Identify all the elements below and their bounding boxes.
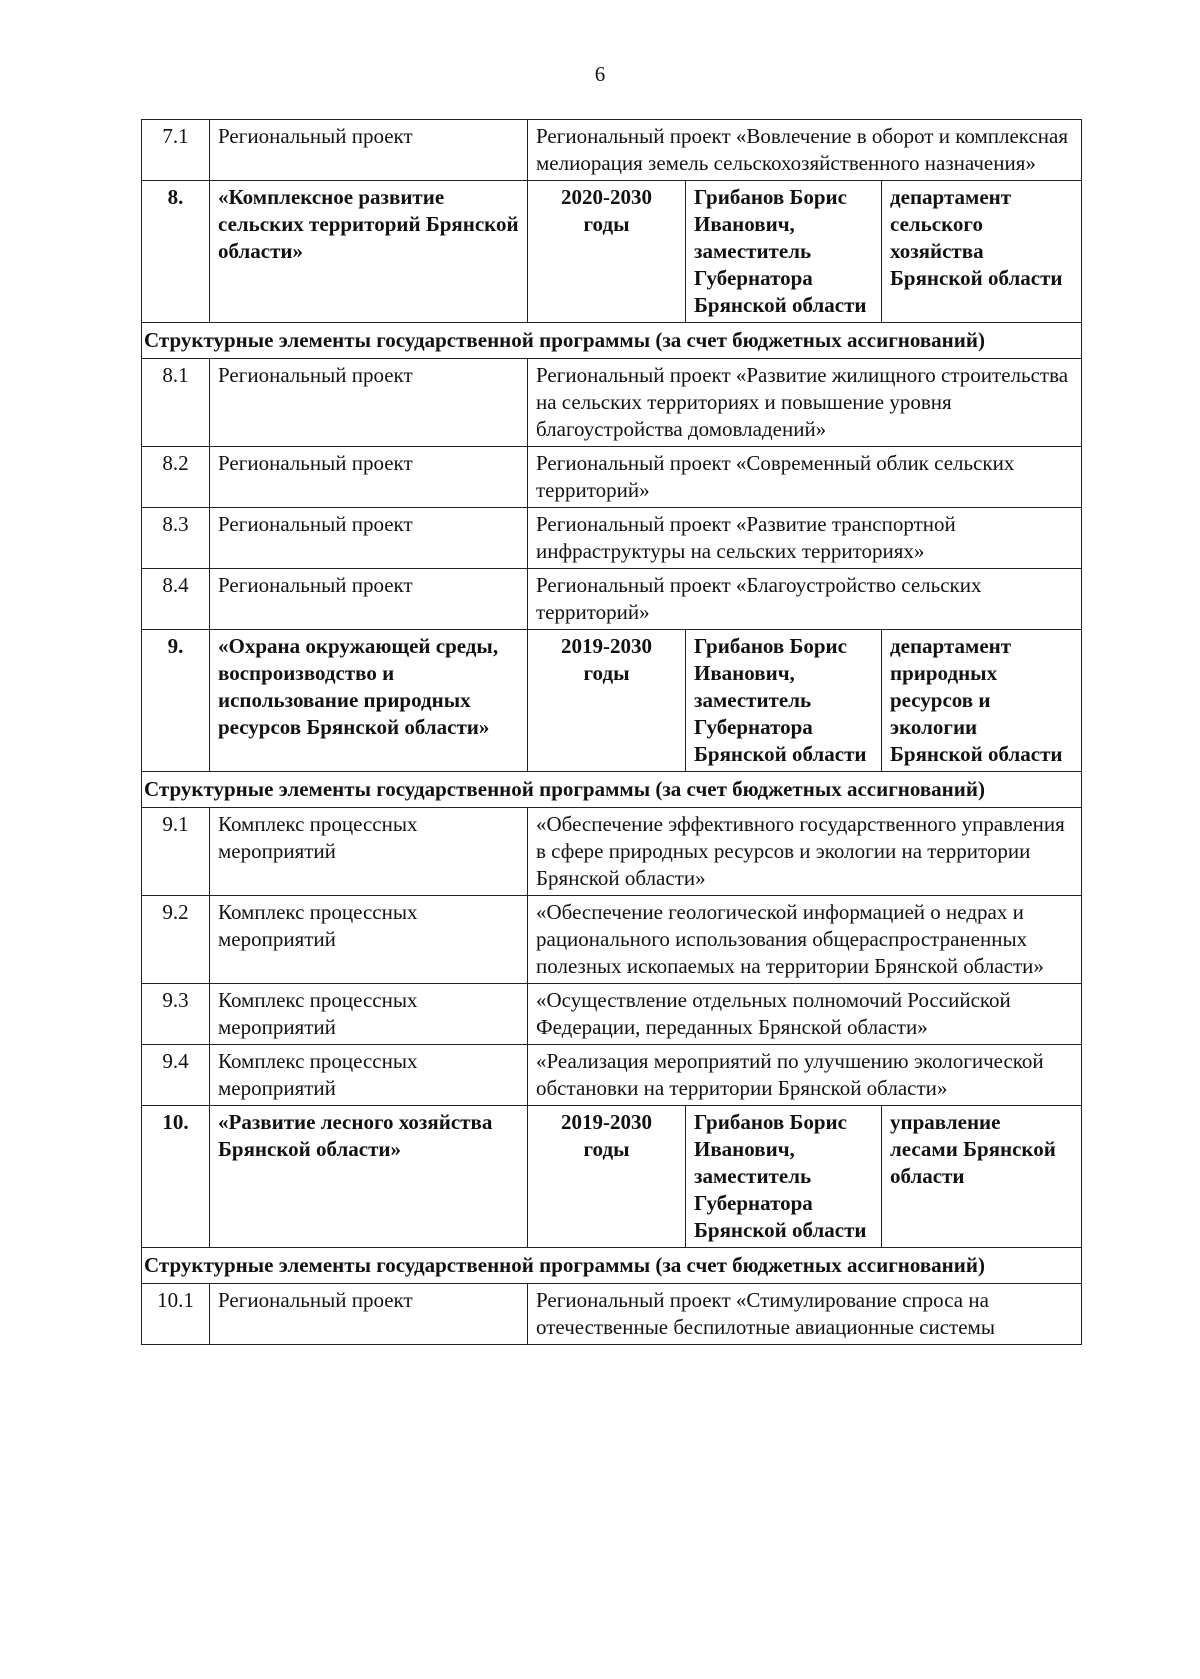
item-kind: Комплекс процессных мероприятий (210, 896, 528, 984)
item-name: «Обеспечение геологической информацией о недрах и рационального использования общераспространенных полезных ископаемых на территории Брянской области» (528, 896, 1082, 984)
item-number: 8.2 (142, 447, 210, 508)
program-executor: департамент сельского хозяйства Брянской области (882, 181, 1082, 323)
program-period: 2019-2030 годы (528, 1106, 686, 1248)
item-name: Региональный проект «Современный облик сельских территорий» (528, 447, 1082, 508)
item-row (142, 120, 1082, 181)
item-row (142, 896, 1082, 984)
item-name: Региональный проект «Развитие транспортной инфраструктуры на сельских территориях» (528, 508, 1082, 569)
item-kind: Региональный проект (210, 569, 528, 630)
item-row (142, 508, 1082, 569)
program-number: 8. (142, 181, 210, 323)
item-name: Региональный проект «Развитие жилищного строительства на сельских территориях и повышение уровня благоустройства домовладений» (528, 359, 1082, 447)
item-row (142, 1284, 1082, 1345)
program-title: «Комплексное развитие сельских территорий Брянской области» (210, 181, 528, 323)
program-row (142, 630, 1082, 772)
item-number: 7.1 (142, 120, 210, 181)
item-number: 8.3 (142, 508, 210, 569)
program-number: 10. (142, 1106, 210, 1248)
program-period: 2019-2030 годы (528, 630, 686, 772)
section-header-row (142, 772, 1082, 808)
item-name: «Обеспечение эффективного государственного управления в сфере природных ресурсов и экологии на территории Брянской области» (528, 808, 1082, 896)
item-number: 8.4 (142, 569, 210, 630)
item-row (142, 359, 1082, 447)
item-name: Региональный проект «Стимулирование спроса на отечественные беспилотные авиационные системы (528, 1284, 1082, 1345)
program-title: «Развитие лесного хозяйства Брянской области» (210, 1106, 528, 1248)
section-header-row (142, 323, 1082, 359)
item-kind: Региональный проект (210, 447, 528, 508)
item-row (142, 808, 1082, 896)
item-row (142, 447, 1082, 508)
item-name: Региональный проект «Вовлечение в оборот и комплексная мелиорация земель сельскохозяйственного назначения» (528, 120, 1082, 181)
item-number: 9.4 (142, 1045, 210, 1106)
program-period: 2020-2030 годы (528, 181, 686, 323)
program-executor: управление лесами Брянской области (882, 1106, 1082, 1248)
program-row (142, 1106, 1082, 1248)
item-kind: Региональный проект (210, 508, 528, 569)
item-number: 9.1 (142, 808, 210, 896)
item-name: Региональный проект «Благоустройство сельских территорий» (528, 569, 1082, 630)
item-row (142, 569, 1082, 630)
program-number: 9. (142, 630, 210, 772)
program-responsible: Грибанов Борис Иванович, заместитель Губернатора Брянской области (686, 1106, 882, 1248)
program-table (141, 119, 1082, 1345)
section-header: Структурные элементы государственной программы (за счет бюджетных ассигнований) (142, 1248, 1082, 1284)
program-responsible: Грибанов Борис Иванович, заместитель Губернатора Брянской области (686, 630, 882, 772)
section-header-row (142, 1248, 1082, 1284)
item-row (142, 1045, 1082, 1106)
program-title: «Охрана окружающей среды, воспроизводство и использование природных ресурсов Брянской области» (210, 630, 528, 772)
item-kind: Региональный проект (210, 359, 528, 447)
program-executor: департамент природных ресурсов и экологии Брянской области (882, 630, 1082, 772)
item-name: «Осуществление отдельных полномочий Российской Федерации, переданных Брянской области» (528, 984, 1082, 1045)
item-kind: Региональный проект (210, 1284, 528, 1345)
item-number: 9.3 (142, 984, 210, 1045)
item-kind: Комплекс процессных мероприятий (210, 808, 528, 896)
section-header: Структурные элементы государственной программы (за счет бюджетных ассигнований) (142, 323, 1082, 359)
item-kind: Комплекс процессных мероприятий (210, 1045, 528, 1106)
item-row (142, 984, 1082, 1045)
item-number: 8.1 (142, 359, 210, 447)
section-header: Структурные элементы государственной программы (за счет бюджетных ассигнований) (142, 772, 1082, 808)
program-row (142, 181, 1082, 323)
item-number: 10.1 (142, 1284, 210, 1345)
item-kind: Региональный проект (210, 120, 528, 181)
item-kind: Комплекс процессных мероприятий (210, 984, 528, 1045)
item-number: 9.2 (142, 896, 210, 984)
item-name: «Реализация мероприятий по улучшению экологической обстановки на территории Брянской области» (528, 1045, 1082, 1106)
page-number: 6 (594, 62, 606, 86)
program-responsible: Грибанов Борис Иванович, заместитель Губернатора Брянской области (686, 181, 882, 323)
